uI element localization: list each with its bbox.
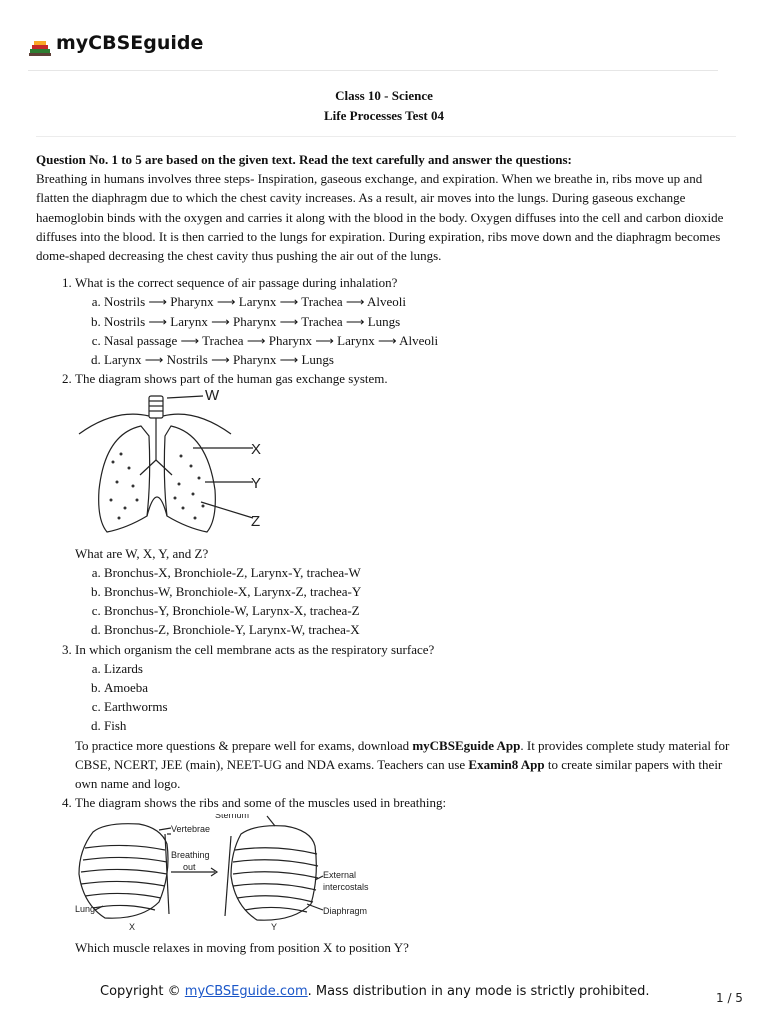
label-y: Y — [271, 922, 278, 933]
question-text: The diagram shows the ribs and some of the muscles used in breathing: — [75, 795, 447, 811]
class-title: Class 10 - Science — [335, 88, 433, 103]
copyright-suffix: . Mass distribution in any mode is strictly prohibited. — [307, 984, 650, 999]
passage-intro: Question No. 1 to 5 are based on the given text. Read the text carefully and answer the questions: — [36, 152, 572, 167]
copyright-prefix: Copyright © — [100, 984, 185, 999]
promo-text-2: . It provides complete study material for CBSE, NCERT, JEE (main), NEET-UG and NDA exams. Teachers can use — [75, 737, 730, 772]
passage-text: Breathing in humans involves three steps- Inspiration, gaseous exchange, and expiration. When we breathe in, ribs move up and flatten the diaphragm due to which the chest cavity increases. As a result, air moves into the lungs. During gaseous exchange haemoglobin binds with the oxygen and carries it along with the blood in the body. Oxygen diffuses into the cell and carbon dioxide diffuses into the blood. It is then carried to the lungs for expiration. During expiration, ribs move down and the diaphragm becomes dome-shaped decreasing the chest cavity thus pushing the air out of the lungs. — [36, 171, 724, 264]
label-lung: Lung — [75, 904, 96, 915]
promo-app2-name: Examin8 App — [468, 756, 545, 772]
option-c: c. Bronchus-Y, Bronchiole-W, Larynx-X, trachea-Z — [104, 601, 736, 620]
question-text: What is the correct sequence of air passage during inhalation? — [75, 275, 398, 291]
label-external: External — [323, 870, 357, 881]
question-text: The diagram shows part of the human gas exchange system. — [75, 371, 388, 387]
option-b: b. Nostrils ⟶ Larynx ⟶ Pharynx ⟶ Trachea ⟶ Lungs — [104, 312, 736, 331]
options-list — [75, 659, 736, 736]
question-followup: Which muscle relaxes in moving from position X to position Y? — [75, 939, 409, 955]
question-text: In which organism the cell membrane acts as the respiratory surface? — [75, 641, 435, 657]
ribs-diagram — [75, 814, 736, 937]
page-footer — [0, 984, 768, 1004]
ribs-diagram-image — [75, 814, 375, 932]
page-header — [28, 30, 718, 71]
option-b: b. Amoeba — [104, 678, 736, 697]
question-2 — [75, 369, 736, 639]
option-a: a. Lizards — [104, 659, 736, 678]
divider — [36, 136, 736, 137]
label-breathing: Breathing — [171, 850, 210, 861]
promo-note — [75, 736, 736, 794]
test-title — [0, 86, 768, 126]
label-x: X — [129, 922, 136, 933]
option-b: b. Bronchus-W, Bronchiole-X, Larynx-Z, trachea-Y — [104, 582, 736, 601]
promo-text-3: to create similar papers with their own name and logo. — [75, 756, 723, 792]
option-a: a. Nostrils ⟶ Pharynx ⟶ Larynx ⟶ Trachea ⟶ Alveoli — [104, 292, 736, 311]
lungs-diagram — [75, 390, 736, 543]
promo-text-1: To practice more questions & prepare well for exams, download — [75, 737, 413, 753]
question-followup: What are W, X, Y, and Z? — [75, 545, 209, 561]
label-w: W — [205, 390, 220, 405]
label-z: Z — [251, 513, 261, 531]
lungs-diagram-image — [75, 390, 275, 538]
site-link[interactable]: myCBSEguide.com — [184, 984, 308, 999]
brand-name: myCBSEguide — [56, 32, 204, 54]
copyright-notice — [100, 984, 649, 999]
option-c: c. Nasal passage ⟶ Trachea ⟶ Pharynx ⟶ Larynx ⟶ Alveoli — [104, 331, 736, 350]
label-intercostals: intercostals — [323, 882, 369, 893]
option-c: c. Earthworms — [104, 697, 736, 716]
question-3 — [75, 640, 736, 794]
option-d: d. Larynx ⟶ Nostrils ⟶ Pharynx ⟶ Lungs — [104, 350, 736, 369]
label-vertebrae: Vertebrae — [171, 824, 211, 835]
option-d: d. Fish — [104, 716, 736, 735]
label-x: X — [251, 441, 262, 459]
question-4 — [75, 793, 736, 957]
label-y: Y — [251, 475, 262, 493]
options-list — [75, 292, 736, 369]
option-d: d. Bronchus-Z, Bronchiole-Y, Larynx-W, trachea-X — [104, 620, 736, 639]
test-name: Life Processes Test 04 — [324, 108, 444, 123]
question-list — [36, 273, 736, 957]
option-a: a. Bronchus-X, Bronchiole-Z, Larynx-Y, trachea-W — [104, 563, 736, 582]
test-content — [36, 150, 736, 957]
promo-app-name: myCBSEguide App — [412, 737, 521, 753]
label-diaphragm: Diaphragm — [323, 906, 368, 917]
question-1 — [75, 273, 736, 369]
options-list — [75, 563, 736, 640]
books-logo-icon — [28, 36, 52, 58]
label-sternum: Sternum — [215, 814, 250, 821]
page-number: 1 / 5 — [716, 991, 743, 1005]
label-out: out — [183, 862, 196, 873]
